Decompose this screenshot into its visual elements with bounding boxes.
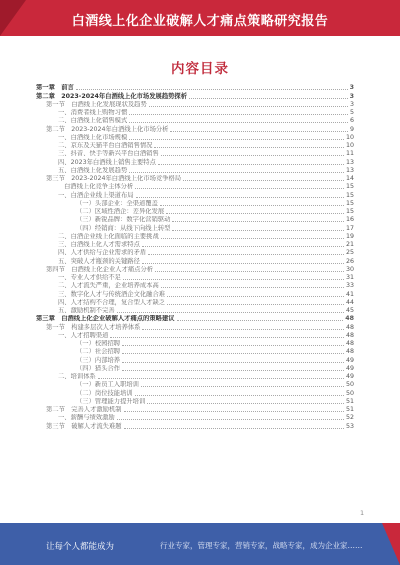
toc-leader-dots [142, 246, 344, 247]
toc-entry-label: 第一节 构建多层次人才培养体系 [46, 323, 141, 331]
toc-entry[interactable] [36, 183, 354, 191]
toc-entry[interactable] [36, 224, 354, 232]
toc-leader-dots [124, 411, 344, 412]
toc-entry[interactable] [36, 101, 354, 109]
toc-leader-dots [122, 345, 344, 346]
document-title: 白酒线上化企业破解人才痛点策略研究报告 [71, 14, 329, 29]
toc-entry-label: 一、专业人才供给不足 [58, 274, 121, 281]
toc-leader-dots [161, 287, 344, 288]
footer-edge-accent [382, 523, 400, 565]
toc-entry-page: 19 [345, 232, 354, 240]
toc-entry-page: 49 [345, 356, 354, 364]
toc-leader-dots [142, 263, 344, 264]
toc-leader-dots [129, 122, 348, 123]
toc-entry[interactable] [36, 422, 354, 430]
toc-entry-label: （四）猎头合作 [76, 364, 121, 372]
toc-entry-page: 15 [345, 191, 354, 199]
toc-entry-label: 一、消费者线上购物习惯 [58, 109, 128, 116]
toc-entry-page: 9 [349, 125, 354, 133]
toc-entry-page: 3 [349, 92, 354, 100]
toc-leader-dots [148, 254, 344, 255]
toc-entry-page: 16 [345, 216, 354, 224]
toc-entry-label: 五、激励机制不完善 [58, 307, 115, 314]
toc-leader-dots [129, 139, 344, 140]
toc-leader-dots [160, 205, 344, 206]
toc-entry[interactable] [36, 315, 354, 323]
toc-entry-page: 50 [345, 389, 354, 397]
toc-entry[interactable] [36, 348, 354, 356]
toc-entry[interactable] [36, 125, 354, 133]
toc-entry-page: 51 [345, 406, 354, 413]
toc-entry[interactable] [36, 381, 354, 389]
toc-entry-label: 第二节 完善人才激励机制 [46, 406, 122, 413]
toc-entry[interactable] [36, 389, 354, 397]
toc-entry-page: 15 [345, 183, 354, 191]
toc-entry-label: （三）新锐品牌：数字化营销驱动 [76, 216, 171, 224]
toc-entry[interactable] [36, 208, 354, 216]
toc-entry[interactable] [36, 332, 354, 340]
toc-entry-label: 三、数字化人才与传统酒企文化融合难 [58, 290, 166, 298]
toc-leader-dots [136, 197, 344, 198]
toc-entry-label: （一）新员工入职培训 [76, 381, 139, 389]
toc-entry[interactable] [36, 191, 354, 199]
toc-entry[interactable] [36, 365, 354, 373]
toc-entry-label: 二、培训体系 [58, 373, 96, 380]
toc-entry-label: 二、白酒线上化销售模式 [58, 117, 128, 125]
toc-entry-label: 三、抖音、快手等新兴平台白酒销售 [58, 150, 159, 158]
toc-leader-dots [122, 362, 344, 363]
toc-leader-dots [167, 296, 344, 297]
page-number: 1 [360, 509, 365, 517]
toc-leader-dots [117, 312, 344, 313]
toc-leader-dots [98, 378, 344, 379]
toc-entry-page: 11 [345, 150, 354, 158]
toc-entry-label: 四、2023年白酒线上销售主要特点 [58, 158, 156, 166]
toc-entry-page: 14 [345, 175, 354, 182]
toc-leader-dots [172, 230, 344, 231]
toc-entry-page: 33 [345, 282, 354, 290]
toc-entry-label: 第四节 白酒线上化企业人才痛点分析 [46, 265, 154, 273]
toc-leader-dots [161, 238, 344, 239]
toc-entry-label: 二、人才流失严重，企业培养成本高 [58, 282, 159, 290]
toc-entry-page: 50 [345, 381, 354, 389]
toc-entry-label: 第三章 白酒线上化企业破解人才痛点的策略建议 [36, 315, 175, 323]
toc-entry-label: 二、白酒企业线上化面临的主要挑战 [58, 232, 159, 240]
toc-entry-label: （二）岗位技能培训 [76, 389, 133, 397]
toc-entry-page: 25 [345, 249, 354, 257]
footer-slogan: 让每个人都能成为 [46, 542, 115, 552]
toc-leader-dots [142, 329, 344, 330]
toc-leader-dots [135, 395, 344, 396]
toc-entry-label: （四）经销商：从线下向线上转型 [76, 224, 171, 232]
toc-leader-dots [155, 271, 344, 272]
toc-entry-label: 白酒线上化竞争主体分析 [64, 183, 134, 191]
toc-entry[interactable] [36, 406, 354, 414]
toc-entry-page: 41 [345, 290, 354, 298]
toc-entry-label: 五、突破人才瓶颈的关键路径 [58, 257, 140, 265]
toc-entry-label: 一、白酒线上化市场规模 [58, 133, 128, 141]
toc-entry[interactable] [36, 158, 354, 166]
toc-entry[interactable] [36, 290, 354, 298]
toc-entry-page: 48 [345, 315, 354, 323]
toc-entry[interactable] [36, 356, 354, 364]
toc-entry-page: 48 [345, 348, 354, 356]
toc-entry-page: 48 [345, 331, 354, 339]
toc-entry[interactable] [36, 150, 354, 158]
toc-entry[interactable] [36, 142, 354, 150]
toc-entry-page: 21 [345, 241, 354, 248]
toc-entry-page: 3 [349, 100, 354, 108]
toc-entry-label: （一）头部企业：全渠道覆盖 [76, 199, 158, 207]
toc-entry-label: 一、人才招聘渠道 [58, 331, 109, 339]
toc-leader-dots [76, 89, 348, 90]
toc-entry-label: （三）管理能力提升培训 [76, 397, 146, 405]
toc-leader-dots [122, 353, 344, 354]
toc-entry[interactable] [36, 340, 354, 348]
toc-entry-page: 52 [345, 414, 354, 422]
toc-entry[interactable] [36, 84, 354, 92]
toc-entry[interactable] [36, 414, 354, 422]
toc-entry-page: 13 [345, 158, 354, 166]
toc-entry-page: 49 [345, 364, 354, 372]
toc-leader-dots [135, 188, 344, 189]
toc-entry[interactable] [36, 117, 354, 125]
toc-entry-label: （二）社会招聘 [76, 348, 121, 356]
toc-entry[interactable] [36, 92, 354, 100]
toc-leader-dots [129, 114, 348, 115]
toc-leader-dots [123, 279, 344, 280]
toc-entry-page: 10 [345, 142, 354, 149]
toc-leader-dots [149, 106, 348, 107]
toc-entry[interactable] [36, 167, 354, 175]
toc-entry-label: 三、白酒线上化人才需求特点 [58, 241, 140, 248]
toc-entry-label: 一、薪酬与绩效激励 [58, 414, 115, 422]
toc-entry[interactable] [36, 398, 354, 406]
toc-leader-dots [177, 320, 344, 321]
toc-entry-label: （二）区域性酒企：差异化发展 [76, 208, 165, 215]
toc-entry-page: 45 [345, 307, 354, 314]
toc-entry-page: 53 [345, 422, 354, 430]
toc-entry[interactable] [36, 266, 354, 274]
toc-entry-page: 15 [345, 208, 354, 215]
toc-entry[interactable] [36, 241, 354, 249]
toc-entry-page: 51 [345, 397, 354, 405]
toc-entry[interactable] [36, 216, 354, 224]
toc-entry[interactable] [36, 323, 354, 331]
toc-entry-label: 四、人才结构不合理，复合型人才缺乏 [58, 298, 166, 306]
toc-leader-dots [189, 98, 348, 99]
toc-leader-dots [110, 337, 344, 338]
toc-entry-page: 31 [345, 274, 354, 281]
toc-leader-dots [124, 428, 344, 429]
toc-leader-dots [161, 155, 344, 156]
toc-entry-page: 30 [345, 265, 354, 273]
toc-entry-label: 第二节 2023-2024年白酒线上化市场分析 [46, 125, 169, 133]
toc-entry-page: 44 [345, 298, 354, 306]
toc-entry-page: 3 [349, 84, 354, 92]
toc-leader-dots [170, 131, 348, 132]
toc-entry[interactable] [36, 249, 354, 257]
toc-entry[interactable] [36, 307, 354, 315]
toc-entry-page: 15 [345, 199, 354, 207]
toc-leader-dots [117, 419, 344, 420]
toc-leader-dots [141, 386, 344, 387]
toc-leader-dots [122, 370, 344, 371]
toc-leader-dots [129, 172, 344, 173]
toc-entry-page: 49 [345, 373, 354, 380]
toc-leader-dots [166, 213, 344, 214]
toc-entry[interactable] [36, 257, 354, 265]
toc-entry-label: 第一节 白酒线上化发展现状及趋势 [46, 100, 147, 108]
toc-leader-dots [172, 221, 344, 222]
toc-entry[interactable] [36, 109, 354, 117]
toc-entry-page: 17 [345, 224, 354, 232]
toc-entry-page: 13 [345, 166, 354, 174]
toc-entry-label: 第三节 破解人才流失难题 [46, 422, 122, 430]
toc-entry[interactable] [36, 282, 354, 290]
toc-entry[interactable] [36, 274, 354, 282]
toc-leader-dots [147, 403, 344, 404]
toc-entry-label: 一、白酒企业线上渠道布局 [58, 191, 134, 199]
toc-entry-label: 五、白酒线上化发展趋势 [58, 166, 128, 174]
toc-entry-page: 26 [345, 257, 354, 265]
table-of-contents [36, 84, 354, 431]
toc-entry[interactable] [36, 373, 354, 381]
toc-entry-page: 48 [345, 323, 354, 331]
toc-entry[interactable] [36, 134, 354, 142]
toc-entry-page: 48 [345, 340, 354, 347]
toc-leader-dots [154, 147, 344, 148]
toc-entry-page: 10 [345, 133, 354, 141]
toc-entry[interactable] [36, 299, 354, 307]
toc-leader-dots [167, 304, 344, 305]
toc-entry-label: 第一章 前言 [36, 84, 74, 92]
toc-entry-label: （一）校园招聘 [76, 340, 121, 347]
toc-entry[interactable] [36, 175, 354, 183]
toc-entry-label: （三）内部培养 [76, 356, 121, 364]
toc-entry[interactable] [36, 233, 354, 241]
toc-heading: 内容目录 [171, 61, 229, 77]
toc-leader-dots [158, 164, 344, 165]
toc-entry[interactable] [36, 200, 354, 208]
toc-leader-dots [183, 180, 344, 181]
toc-entry-label: 第三节 2023-2024年白酒线上化市场竞争格局 [46, 175, 182, 182]
toc-entry-page: 6 [349, 117, 354, 125]
footer-tags: 行业专家，管理专家，营销专家，战略专家，成为企业家…… [160, 541, 363, 550]
toc-entry-label: 二、京东及天猫平台白酒销售情况 [58, 142, 153, 149]
toc-entry-label: 四、人才供给与企业需求的矛盾 [58, 249, 147, 257]
toc-entry-label: 第二章 2023-2024年白酒线上化市场发展趋势探析 [36, 92, 188, 100]
toc-entry-page: 5 [349, 109, 354, 116]
